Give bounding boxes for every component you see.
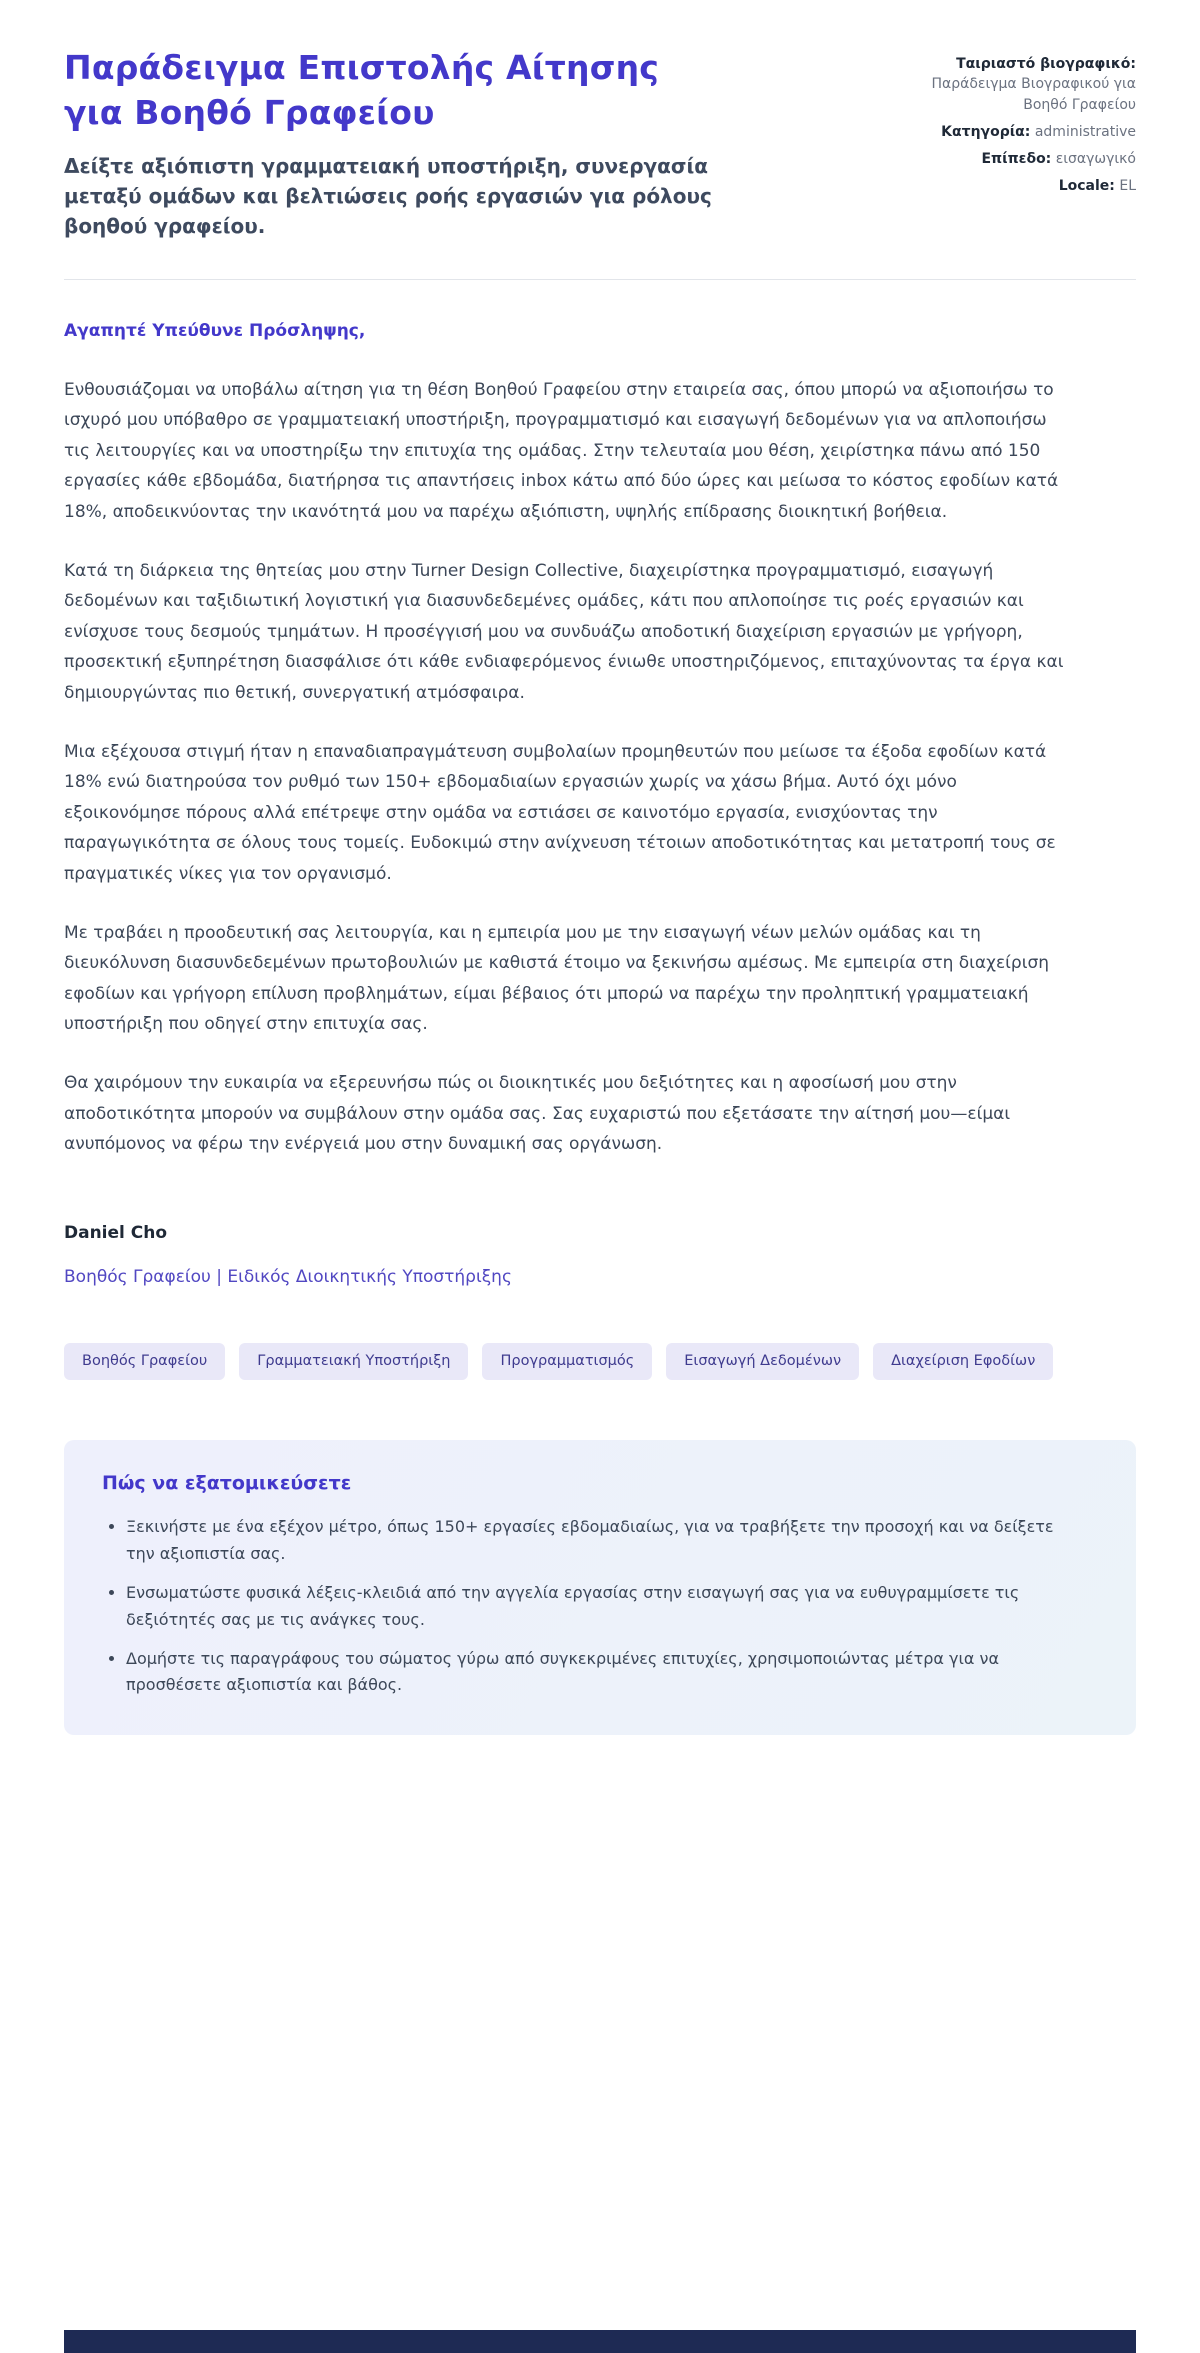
letter-paragraph-5: Θα χαιρόμουν την ευκαιρία να εξερευνήσω πώς οι διοικητικές μου δεξιότητες και η αφοσίωσή μου στην αποδοτικότητα μπορούν να συμβάλουν στην ομάδα σας. Σας ευχαριστώ που εξετάσατε την αίτησή μου—είμαι ανυπόμονος να φέρω την ενέργειά μου στην δυναμική σας οργάνωση. (64, 1072, 1011, 1155)
letter-body (0, 316, 1200, 1293)
salutation: Αγαπητέ Υπεύθυνε Πρόσληψης, (64, 321, 366, 342)
header (0, 0, 1200, 241)
meta-row-locale (884, 176, 1136, 196)
meta-row-category (884, 122, 1136, 142)
tag-office-assistant[interactable]: Βοηθός Γραφείου (64, 1343, 225, 1380)
page-title: Παράδειγμα Επιστολής Αίτησης για Βοηθό Γραφείου (64, 48, 660, 132)
tag-supply-management[interactable]: Διαχείριση Εφοδίων (873, 1343, 1053, 1380)
footer-bar (64, 2330, 1136, 2353)
header-title-block (64, 46, 724, 241)
tips-title: Πώς να εξατομικεύσετε (102, 1472, 352, 1495)
meta-value-locale: EL (1119, 178, 1136, 195)
signature-title: Βοηθός Γραφείου | Ειδικός Διοικητικής Υποστήριξης (64, 1267, 512, 1288)
tip-item-3: • Δομήστε τις παραγράφους του σώματος γύρω από συγκεκριμένες επιτυχίες, χρησιμοποιώντας μέτρα για να προσθέσετε αξιοπιστία και βάθος. (126, 1646, 1086, 1699)
meta-row-matching-resume (884, 54, 1136, 115)
meta-label-category: Κατηγορία: (941, 123, 1031, 140)
letter-paragraph-3: Μια εξέχουσα στιγμή ήταν η επαναδιαπραγμάτευση συμβολαίων προμηθευτών που μείωσε τα έξοδα εφοδίων κατά 18% ενώ διατηρούσα τον ρυθμό των 150+ εβδομαδιαίων εργασιών χωρίς να χάσω βήμα. Αυτό όχι μόνο εξοικονόμησε πόρους αλλά επέτρεψε στην ομάδα να εστιάσει σε καινοτόμο εργασία, ενισχύοντας την παραγωγικότητα σε όλους τους τομείς. Ευδοκιμώ στην ανίχνευση τέτοιων αποδοτικότητας και μετατροπή τους σε πραγματικές νίκες για τον οργανισμό. (64, 741, 1056, 884)
meta-label-locale: Locale: (1058, 178, 1115, 195)
meta-value-level: εισαγωγικό (1055, 151, 1136, 168)
meta-panel (884, 46, 1136, 204)
tip-item-1: • Ξεκινήστε με ένα εξέχον μέτρο, όπως 150+ εργασίες εβδομαδιαίως, για να τραβήξετε την προσοχή και να δείξετε την αξιοπιστία σας. (126, 1514, 1086, 1567)
meta-row-level (884, 149, 1136, 169)
meta-value-category: administrative (1034, 123, 1136, 140)
header-divider (64, 279, 1136, 280)
matching-resume-link[interactable]: Παράδειγμα Βιογραφικού για Βοηθό Γραφείου (931, 76, 1136, 113)
letter-paragraph-2: Κατά τη διάρκεια της θητείας μου στην Turner Design Collective, διαχειρίστηκα προγραμματισμό, εισαγωγή δεδομένων και ταξιδιωτική λογιστική για διασυνδεδεμένες ομάδες, κάτι που απλοποίησε τις ροές εργασιών και ενίσχυσε τους δεσμούς τμημάτων. Η προσέγγισή μου να συνδυάζω αποδοτική διαχείριση εργασιών με γρήγορη, προσεκτική εξυπηρέτηση διασφάλισε ότι κάθε ενδιαφερόμενος ένιωθε υποστηριζόμενος, επιταχύνοντας τα έργα και δημιουργώντας πιο θετική, συνεργατική ατμόσφαιρα. (64, 560, 1064, 704)
letter-paragraph-4: Με τραβάει η προοδευτική σας λειτουργία, και η εμπειρία μου με την εισαγωγή νέων μελών ομάδας και τη διευκόλυνση διασυνδεδεμένων πρωτοβουλιών με καθιστά έτοιμο να ξεκινήσω αμέσως. Με εμπειρία στη διαχείριση εφοδίων και γρήγορη επίλυση προβλημάτων, είμαι βέβαιος ότι μπορώ να παρέχω την προληπτική γραμματειακή υποστήριξη που οδηγεί στην επιτυχία σας. (64, 922, 1049, 1035)
customization-tips-box (64, 1440, 1136, 1734)
tips-list (102, 1514, 1098, 1698)
letter-paragraph-1: Ενθουσιάζομαι να υποβάλω αίτηση για τη θέση Βοηθού Γραφείου στην εταιρεία σας, όπου μπορώ να αξιοποιήσω το ισχυρό μου υπόβαθρο σε γραμματειακή υποστήριξη, προγραμματισμό και εισαγωγή δεδομένων για να απλοποιήσω τις λειτουργίες και να υποστηρίξω την επιτυχία της ομάδας. Στην τελευταία μου θέση, χειρίστηκα πάνω από 150 εργασίες κάθε εβδομάδα, διατήρησα τις απαντήσεις inbox κάτω από δύο ώρες και μείωσα το κόστος εφοδίων κατά 18%, αποδεικνύοντας την ικανότητά μου να παρέχω αξιόπιστη, υψηλής επίδρασης διοικητική βοήθεια. (64, 379, 1059, 523)
meta-label-level: Επίπεδο: (981, 151, 1052, 168)
tip-item-2: • Ενσωματώστε φυσικά λέξεις-κλειδιά από την αγγελία εργασίας στην εισαγωγή σας για να ευθυγραμμίσετε τις δεξιότητές σας με τις ανάγκες τους. (126, 1580, 1086, 1633)
meta-label-matching-resume: Ταιριαστό βιογραφικό: (956, 56, 1136, 72)
page-subtitle: Δείξτε αξιόπιστη γραμματειακή υποστήριξη, συνεργασία μεταξύ ομάδων και βελτιώσεις ροής εργασιών για ρόλους βοηθού γραφείου. (64, 154, 712, 239)
tag-scheduling[interactable]: Προγραμματισμός (482, 1343, 652, 1380)
tag-clerical-support[interactable]: Γραμματειακή Υποστήριξη (239, 1343, 468, 1380)
tag-list (0, 1343, 1136, 1380)
signature-name: Daniel Cho (64, 1222, 168, 1243)
tag-data-entry[interactable]: Εισαγωγή Δεδομένων (666, 1343, 859, 1380)
